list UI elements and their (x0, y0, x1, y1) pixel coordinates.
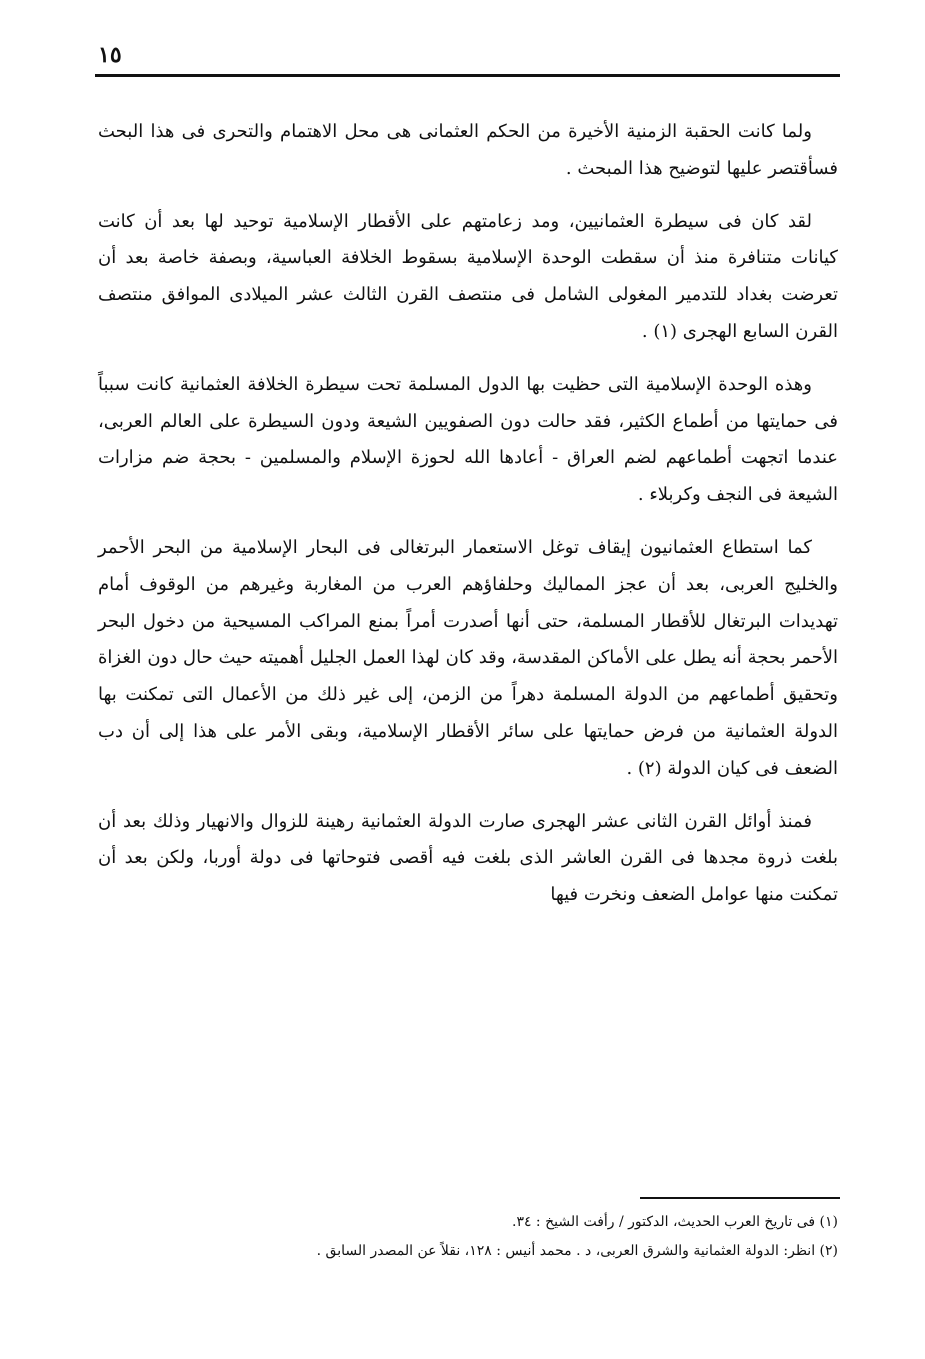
body-text (98, 114, 838, 930)
paragraph-4: كما استطاع العثمانيون إيقاف توغل الاستعمار البرتغالى فى البحار الإسلامية من البحر الأحمر والخليج العربى، بعد أن عجز المماليك وحلفاؤهم العرب من المغاربة وغيرهم من الوقوف أمام تهديدات البرتغال للأقطار المسلمة، حتى أنها أصدرت أمراً بمنع المراكب المسيحية من دخول البحر الأحمر بحجة أنه يطل على الأماكن المقدسة، وقد كان لهذا العمل الجليل أهميته حيث حال دون الغزاة وتحقيق أطماعهم من الدولة المسلمة دهراً من الزمن، إلى غير ذلك من الأعمال التى تمكنت بها الدولة العثمانية من فرض حمايتها على سائر الأقطار الإسلامية، وبقى الأمر على هذا إلى أن دب الضعف فى كيان الدولة (٢) . (98, 536, 838, 779)
header-rule (95, 74, 840, 77)
paragraph-1: ولما كانت الحقبة الزمنية الأخيرة من الحكم العثمانى هى محل الاهتمام والتحرى فى هذا البحث فسأقتصر عليها لتوضيح هذا المبحث . (98, 121, 838, 179)
paragraph-3: وهذه الوحدة الإسلامية التى حظيت بها الدول المسلمة تحت سيطرة الخلافة العثمانية كانت سبباً فى حمايتها من أطماع الكثير، فقد حالت دون الصفويين الشيعة ودون السيطرة على العالم العربى، عندما اتجهت أطماعهم لضم العراق - أعادها الله لحوزة الإسلام والمسلمين - بحجة ضم مزارات الشيعة فى النجف وكربلاء . (98, 373, 838, 506)
page-number: ١٥ (98, 42, 122, 68)
footnote-2: (٢) انظر: الدولة العثمانية والشرق العربى، د . محمد أنيس : ١٢٨، نقلاً عن المصدر السابق . (316, 1243, 838, 1259)
footnote-rule (640, 1197, 840, 1199)
footnotes (150, 1208, 838, 1266)
paragraph-5: فمنذ أوائل القرن الثانى عشر الهجرى صارت الدولة العثمانية رهينة للزوال والانهيار وذلك بعد أن بلغت ذروة مجدها فى القرن العاشر الذى بلغت فيه أقصى فتوحاتها فى دولة أوربا، ولكن بعد أن تمكنت منها عوامل الضعف ونخرت فيها (98, 810, 838, 906)
footnote-1: (١) فى تاريخ العرب الحديث، الدكتور / رأفت الشيخ : ٣٤. (511, 1214, 838, 1230)
paragraph-2: لقد كان فى سيطرة العثمانيين، ومد زعامتهم على الأقطار الإسلامية توحيد لها بعد أن كانت كيانات متنافرة منذ أن سقطت الوحدة الإسلامية بسقوط الخلافة العباسية، وبصفة خاصة بعد أن تعرضت بغداد للتدمير المغولى الشامل فى منتصف القرن الثالث عشر الميلادى الموافق منتصف القرن السابع الهجرى (١) . (98, 210, 838, 342)
